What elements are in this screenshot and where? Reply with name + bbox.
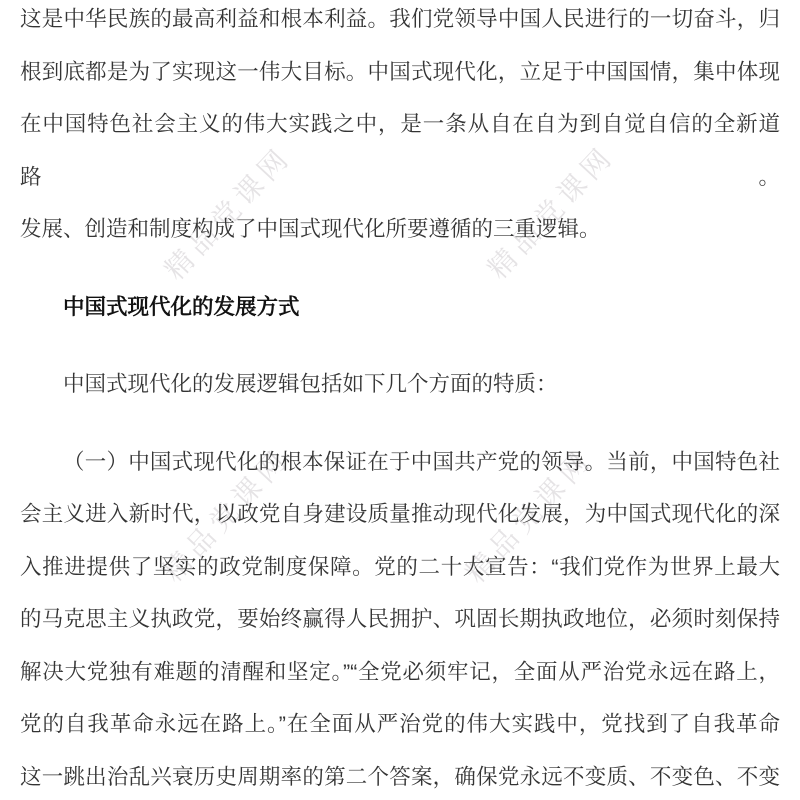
- text-line: 解决大党独有难题的清醒和坚定。”“全党必须牢记，全面从严治党永远在路上，: [20, 659, 780, 684]
- text-line: 这一跳出治乱兴衰历史周期率的第二个答案，确保党永远不变质、不变色、不变: [20, 764, 780, 789]
- text-line: 发展、创造和制度构成了中国式现代化所要遵循的三重逻辑。: [20, 217, 601, 241]
- watermark-text: 精品党课网: [158, 140, 298, 286]
- section-heading: [20, 281, 780, 334]
- text-line: 会主义进入新时代，以政党自身建设质量推动现代化发展，为中国式现代化的深: [20, 502, 780, 526]
- paragraph: [20, 436, 780, 800]
- text-line: 在中国特色社会主义的伟大实践之中，是一条从自在自为到自觉自信的全新道路。: [20, 112, 780, 189]
- text-line: （一）中国式现代化的根本保证在于中国共产党的领导。当前，中国特色社: [63, 449, 780, 474]
- watermark-text: 精品党课网: [481, 139, 621, 285]
- watermark-text: 精品党课网: [156, 442, 296, 588]
- text-line: 中国式现代化的发展方式: [63, 294, 300, 319]
- text-line: 党的自我革命永远在路上。”在全面从严治党的伟大实践中，党找到了自我革命: [20, 712, 780, 736]
- text-line: 这是中华民族的最高利益和根本利益。我们党领导中国人民进行的一切奋斗，归: [20, 7, 780, 31]
- paragraph: [20, 358, 780, 411]
- text-line: 中国式现代化的发展逻辑包括如下几个方面的特质：: [63, 372, 558, 396]
- text-line: 根到底都是为了实现这一伟大目标。中国式现代化，立足于中国国情，集中体现: [20, 59, 780, 84]
- text-line: 的马克思主义执政党，要始终赢得人民拥护、巩固长期执政地位，必须时刻保持: [20, 607, 780, 631]
- paragraph: [20, 0, 780, 256]
- text-line: 入推进提供了坚实的政党制度保障。党的二十大宣告：“我们党作为世界上最大: [20, 554, 780, 579]
- document-content: [20, 0, 780, 800]
- watermark-text: 精品党课网: [459, 443, 599, 589]
